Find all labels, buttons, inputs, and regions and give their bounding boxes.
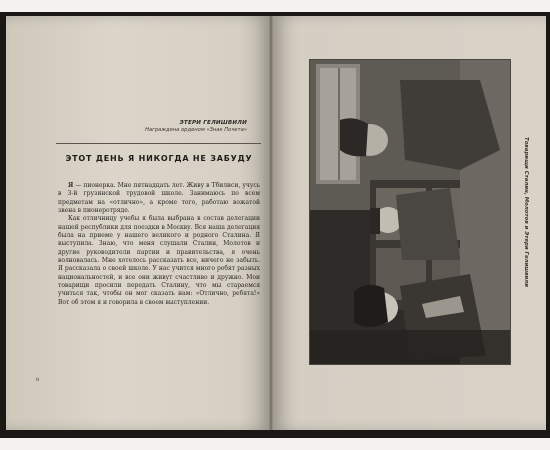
photo-illustration	[310, 60, 510, 364]
book-gutter	[269, 16, 273, 430]
photo-caption	[517, 60, 535, 364]
author-block	[145, 120, 247, 134]
author-name: ЭТЕРИ ГЕЛИШВИЛИ	[179, 120, 247, 126]
author-role: Награждена орденом «Знак Почета»	[145, 127, 247, 133]
photo-caption-text: Товарищи Сталин, Молотов и Этери Гелишвили	[523, 137, 529, 287]
page-number: 8	[36, 377, 40, 383]
open-book-spread	[6, 16, 546, 430]
right-page	[271, 16, 546, 430]
title-divider	[56, 143, 261, 144]
paragraph-1: Я — пионерка. Мне пятнадцать лет. Живу в Тбилиси, учусь в 3-й грузинской трудовой школе. Занимаюсь по всем предметам на «отлично», а кроме того, работаю вожатой звена в пионеротряде.	[58, 182, 260, 215]
article-body	[58, 182, 260, 307]
historical-photo	[310, 60, 510, 364]
left-page	[6, 16, 271, 430]
article-title: ЭТОТ ДЕНЬ Я НИКОГДА НЕ ЗАБУДУ	[65, 154, 253, 163]
paragraph-2: Как отличницу учебы я была выбрана в состав делегации нашей республики для поездки в Москву. Вся наша делегация была на приеме у нашего великого и родного Сталина. Я выступила. Знаю, что меня слушали Сталин, Молотов и другие руководители партии и правительства, я очень волновалась. Мне хотелось рассказать все, ничего не забыть. Я рассказала о своей школе. У нас учится много ребят разных национальностей, и все они живут счастливо и дружно. Мои товарищи просили передать Сталину, что мы стараемся учиться так, чтобы он мог сказать нам: «Отлично, ребята!» Вот об этом я и говорила в своем выступлении.	[58, 215, 260, 306]
